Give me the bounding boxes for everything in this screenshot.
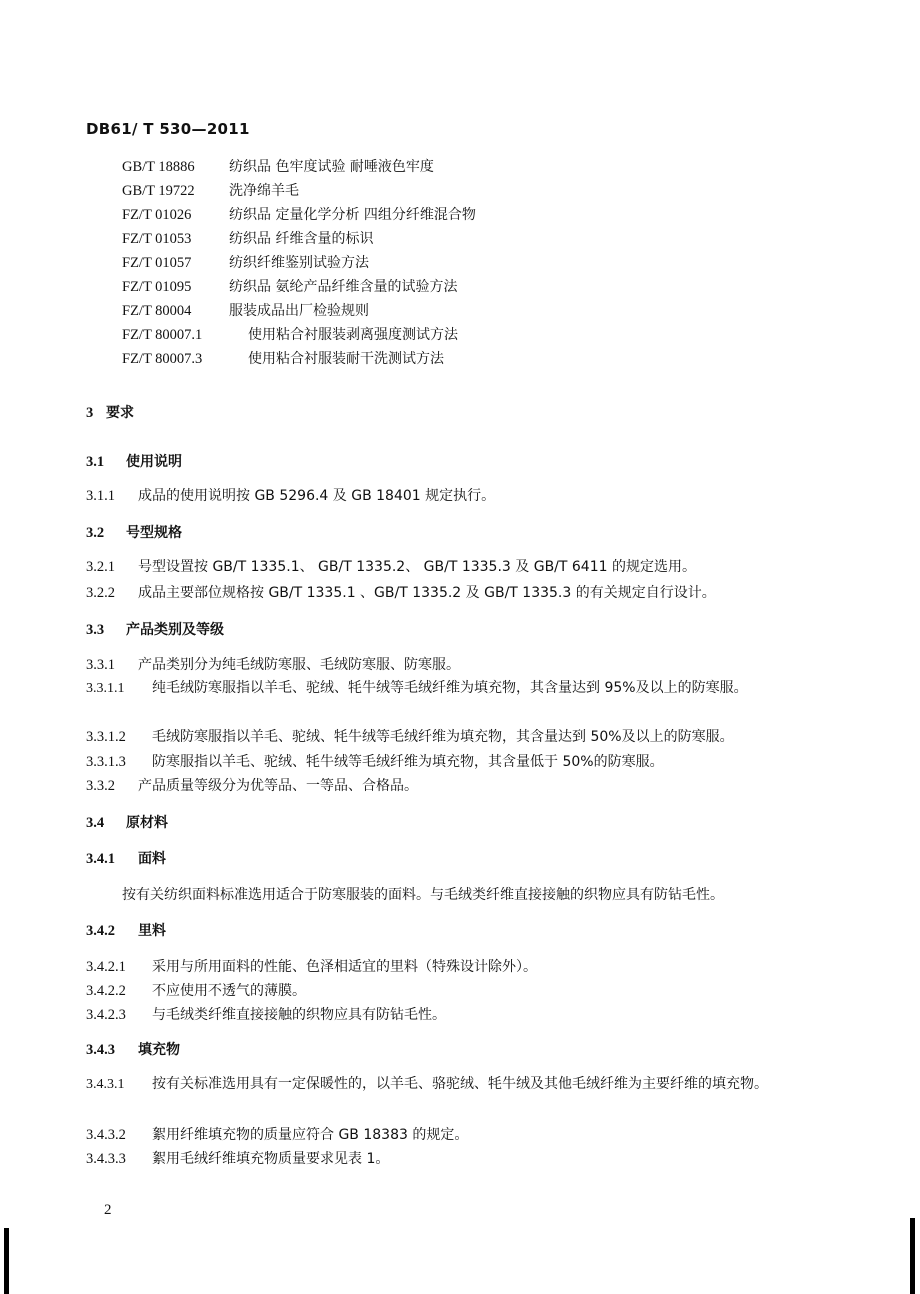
reference-code: GB/T 18886 bbox=[122, 159, 195, 175]
clause-text: 不应使用不透气的薄膜。 bbox=[152, 983, 306, 999]
standard-header: DB61/ T 530—2011 bbox=[86, 120, 250, 138]
clause-number: 3.4.3.3 bbox=[86, 1151, 126, 1167]
clause-text: 毛绒防寒服指以羊毛、驼绒、牦牛绒等毛绒纤维为填充物，其含量达到 50%及以上的防寒服。 bbox=[152, 729, 734, 745]
section-heading-3 bbox=[86, 402, 134, 422]
clause-number: 3.3.2 bbox=[86, 778, 115, 794]
reference-code: FZ/T 01026 bbox=[122, 207, 192, 223]
clause-text: 絮用纤维填充物的质量应符合 GB 18383 的规定。 bbox=[152, 1127, 469, 1143]
clause-number: 3.2.1 bbox=[86, 559, 115, 575]
clause-number: 3.3.1.2 bbox=[86, 729, 126, 745]
clause-3-3-1-1 bbox=[86, 676, 826, 701]
scan-edge-right bbox=[910, 1218, 915, 1294]
clause-3-3-1-2 bbox=[86, 726, 734, 746]
reference-item bbox=[122, 204, 476, 228]
section-number: 3.3 bbox=[86, 622, 105, 638]
clause-number: 3.1.1 bbox=[86, 488, 115, 504]
clause-3-3-2 bbox=[86, 775, 418, 795]
clause-3-4-2-3 bbox=[86, 1004, 446, 1024]
clause-number: 3.3.1.3 bbox=[86, 754, 126, 770]
page-number: 2 bbox=[104, 1202, 112, 1218]
section-number: 3 bbox=[86, 405, 94, 421]
clause-3-3-1 bbox=[86, 654, 460, 674]
section-heading-3-2 bbox=[86, 522, 182, 542]
section-title: 产品类别及等级 bbox=[126, 622, 224, 638]
section-heading-3-4-3 bbox=[86, 1039, 180, 1059]
clause-3-4-3-1 bbox=[86, 1072, 826, 1097]
reference-item bbox=[122, 252, 476, 276]
clause-3-1-1 bbox=[86, 485, 495, 505]
reference-code: FZ/T 80004 bbox=[122, 303, 192, 319]
clause-3-4-2-1 bbox=[86, 956, 537, 976]
section-number: 3.4.2 bbox=[86, 923, 115, 939]
reference-title: 使用粘合衬服装耐干洗测试方法 bbox=[248, 351, 444, 367]
clause-text: 成品主要部位规格按 GB/T 1335.1 、GB/T 1335.2 及 GB/T 1335.3 的有关规定自行设计。 bbox=[138, 585, 716, 601]
reference-code: GB/T 19722 bbox=[122, 183, 195, 199]
section-title: 使用说明 bbox=[126, 454, 182, 470]
section-heading-3-1 bbox=[86, 451, 182, 471]
clause-text: 絮用毛绒纤维填充物质量要求见表 1。 bbox=[152, 1151, 390, 1167]
clause-3-4-3-2 bbox=[86, 1124, 468, 1144]
section-heading-3-3 bbox=[86, 619, 224, 639]
clause-3-2-2 bbox=[86, 582, 716, 602]
clause-number: 3.4.3.2 bbox=[86, 1127, 126, 1143]
reference-item bbox=[122, 324, 476, 348]
clause-text: 纯毛绒防寒服指以羊毛、驼绒、牦牛绒等毛绒纤维为填充物，其含量达到 95%及以上的防寒服。 bbox=[152, 680, 748, 696]
clause-number: 3.4.2.2 bbox=[86, 983, 126, 999]
reference-code: FZ/T 01057 bbox=[122, 255, 192, 271]
reference-title: 纺织品 定量化学分析 四组分纤维混合物 bbox=[229, 207, 476, 223]
clause-number: 3.2.2 bbox=[86, 585, 115, 601]
normative-references-list bbox=[122, 156, 476, 372]
section-number: 3.4.1 bbox=[86, 851, 115, 867]
clause-3-4-3-3 bbox=[86, 1148, 389, 1168]
section-title: 原材料 bbox=[126, 815, 168, 831]
section-number: 3.1 bbox=[86, 454, 105, 470]
clause-text: 防寒服指以羊毛、驼绒、牦牛绒等毛绒纤维为填充物，其含量低于 50%的防寒服。 bbox=[152, 754, 664, 770]
clause-number: 3.3.1.1 bbox=[86, 681, 125, 696]
clause-text: 号型设置按 GB/T 1335.1、 GB/T 1335.2、 GB/T 1335.3 及 GB/T 6411 的规定选用。 bbox=[138, 559, 696, 575]
clause-number: 3.4.3.1 bbox=[86, 1077, 125, 1092]
section-number: 3.2 bbox=[86, 525, 105, 541]
clause-text: 成品的使用说明按 GB 5296.4 及 GB 18401 规定执行。 bbox=[138, 488, 496, 504]
reference-item bbox=[122, 276, 476, 300]
paragraph-3-4-1: 按有关纺织面料标准选用适合于防寒服装的面料。与毛绒类纤维直接接触的织物应具有防钻毛性。 bbox=[122, 887, 724, 903]
clause-3-3-1-3 bbox=[86, 751, 664, 771]
reference-item bbox=[122, 348, 476, 372]
reference-code: FZ/T 01095 bbox=[122, 279, 192, 295]
clause-number: 3.4.2.3 bbox=[86, 1007, 126, 1023]
clause-3-2-1 bbox=[86, 556, 696, 576]
scan-edge-left bbox=[4, 1228, 9, 1294]
section-heading-3-4-2 bbox=[86, 920, 166, 940]
reference-code: FZ/T 01053 bbox=[122, 231, 192, 247]
reference-title: 服装成品出厂检验规则 bbox=[229, 303, 369, 319]
reference-title: 纺织纤维鉴别试验方法 bbox=[229, 255, 369, 271]
section-number: 3.4.3 bbox=[86, 1042, 115, 1058]
reference-title: 纺织品 色牢度试验 耐唾液色牢度 bbox=[229, 159, 434, 175]
clause-text: 采用与所用面料的性能、色泽相适宜的里料（特殊设计除外）。 bbox=[152, 959, 537, 975]
clause-3-4-2-2 bbox=[86, 980, 306, 1000]
reference-code: FZ/T 80007.3 bbox=[122, 351, 203, 367]
reference-title: 洗净绵羊毛 bbox=[229, 183, 299, 199]
section-heading-3-4-1 bbox=[86, 848, 166, 868]
clause-number: 3.3.1 bbox=[86, 657, 115, 673]
reference-item bbox=[122, 156, 476, 180]
reference-code: FZ/T 80007.1 bbox=[122, 327, 203, 343]
reference-item bbox=[122, 300, 476, 324]
reference-title: 纺织品 氨纶产品纤维含量的试验方法 bbox=[229, 279, 458, 295]
section-title: 号型规格 bbox=[126, 525, 182, 541]
section-title: 面料 bbox=[138, 851, 166, 867]
reference-title: 纺织品 纤维含量的标识 bbox=[229, 231, 374, 247]
reference-item bbox=[122, 180, 476, 204]
section-title: 填充物 bbox=[138, 1042, 180, 1058]
reference-item bbox=[122, 228, 476, 252]
clause-number: 3.4.2.1 bbox=[86, 959, 126, 975]
clause-text: 产品类别分为纯毛绒防寒服、毛绒防寒服、防寒服。 bbox=[138, 657, 460, 673]
section-title: 里料 bbox=[138, 923, 166, 939]
section-number: 3.4 bbox=[86, 815, 105, 831]
reference-title: 使用粘合衬服装剥离强度测试方法 bbox=[248, 327, 458, 343]
clause-text: 按有关标准选用具有一定保暖性的，以羊毛、骆驼绒、牦牛绒及其他毛绒纤维为主要纤维的填充物。 bbox=[152, 1076, 768, 1092]
section-heading-3-4 bbox=[86, 812, 168, 832]
clause-text: 产品质量等级分为优等品、一等品、合格品。 bbox=[138, 778, 418, 794]
clause-text: 与毛绒类纤维直接接触的织物应具有防钻毛性。 bbox=[152, 1007, 446, 1023]
section-title: 要求 bbox=[106, 405, 134, 421]
